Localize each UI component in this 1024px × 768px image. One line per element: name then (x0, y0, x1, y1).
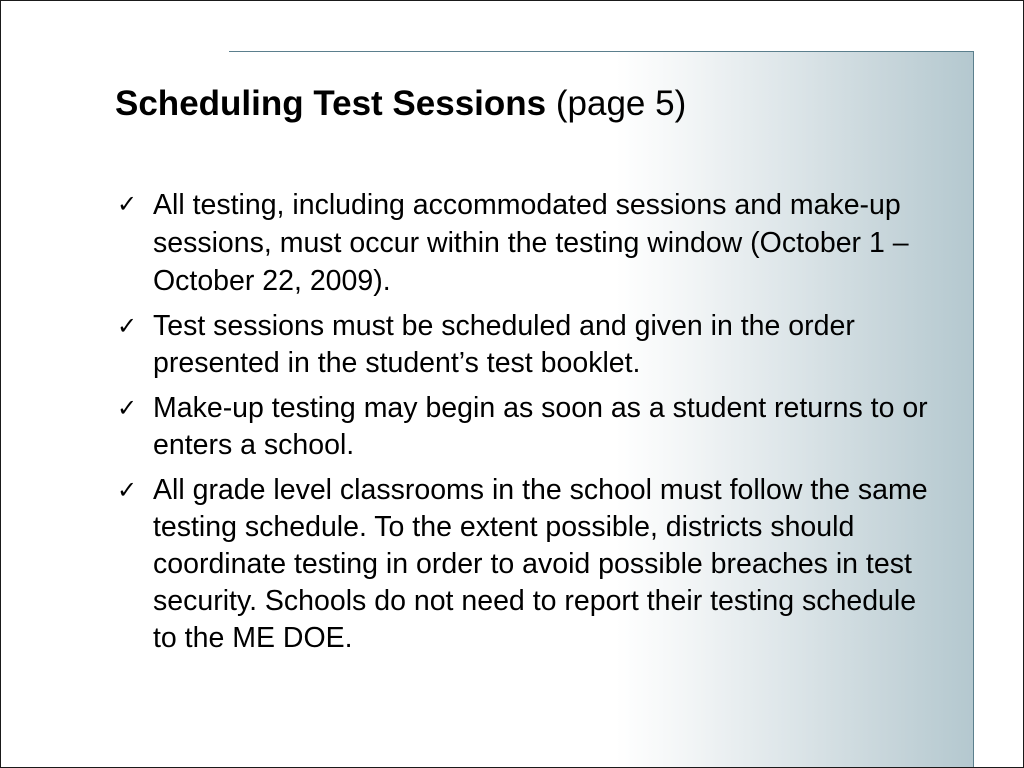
bullet-item (117, 390, 937, 464)
bullet-item (117, 186, 937, 300)
bullet-item (117, 472, 937, 657)
bullet-text: All grade level classrooms in the school must follow the same testing schedule. To the extent possible, districts should coordinate testing in order to avoid possible breaches in test security. Schools do not need to report their testing schedule to the ME DOE. (153, 474, 928, 654)
slide-title (115, 83, 686, 125)
checkmark-icon: ✓ (117, 476, 138, 504)
bullet-item (117, 308, 937, 382)
checkmark-icon: ✓ (117, 394, 138, 422)
slide-title-page: (page 5) (555, 84, 687, 123)
bullet-text: Test sessions must be scheduled and given in the order presented in the student’s test booklet. (153, 310, 855, 379)
bullet-text: All testing, including accommodated sessions and make-up sessions, must occur within the testing window (October 1 – October 22, 2009). (153, 189, 909, 297)
bullet-list (117, 186, 937, 665)
checkmark-icon: ✓ (117, 312, 138, 340)
slide-title-main: Scheduling Test Sessions (115, 84, 547, 123)
bullet-text: Make-up testing may begin as soon as a student returns to or enters a school. (153, 392, 928, 461)
checkmark-icon: ✓ (117, 190, 138, 218)
